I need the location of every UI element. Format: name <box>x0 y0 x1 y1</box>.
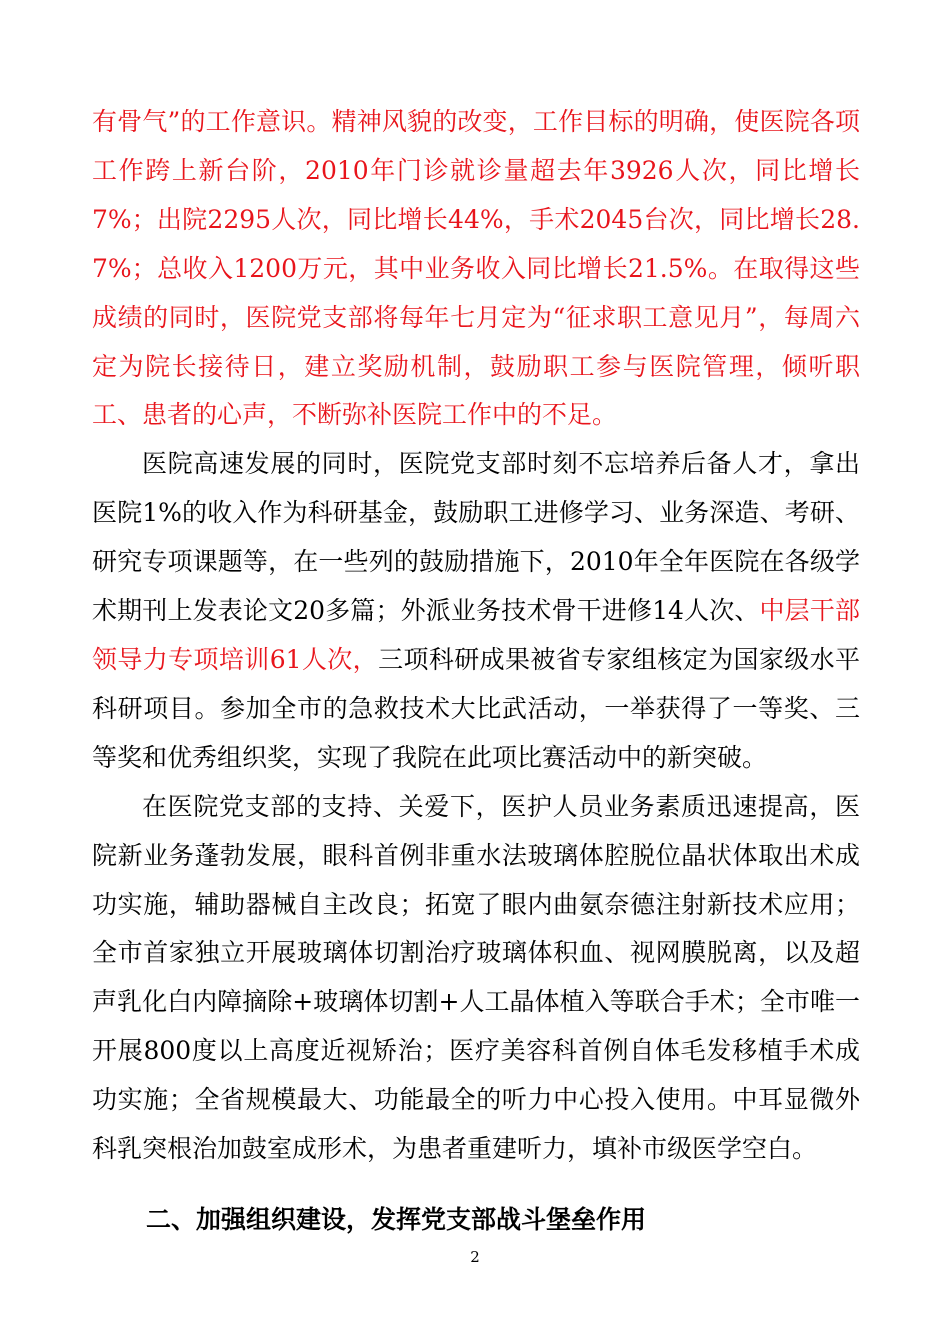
paragraph-2-highlight: 中层干部领导力专项培训61人次， <box>92 596 860 674</box>
section-heading: 二、加强组织建设，发挥党支部战斗堡垒作用 <box>146 1205 647 1234</box>
paragraph-3 <box>92 783 860 1174</box>
paragraph-2-text-b: 三项科研成果被省专家组核定为国家级水平科研项目。参加全市的急救技术大比武活动，一举获得了一等奖、三等奖和优秀组织奖，实现了我院在此项比赛活动中的新突破。 <box>92 644 860 772</box>
paragraph-1-text: 有骨气”的工作意识。精神风貌的改变，工作目标的明确，使医院各项工作跨上新台阶，2010年门诊就诊量超去年3926人次，同比增长7%；出院2295人次，同比增长44%，手术2045台次，同比增长28.7%；总收入1200万元，其中业务收入同比增长21.5%。在取得这些成绩的同时，医院党支部将每年七月定为“征求职工意见月”，每周六定为院长接待日，建立奖励机制，鼓励职工参与医院管理，倾听职工、患者的心声，不断弥补医院工作中的不足。 <box>92 107 860 430</box>
document-body <box>92 98 860 1174</box>
paragraph-1 <box>92 98 860 440</box>
paragraph-2 <box>92 440 860 782</box>
paragraph-2-text-a: 医院高速发展的同时，医院党支部时刻不忘培养后备人才，拿出医院1%的收入作为科研基金，鼓励职工进修学习、业务深造、考研、研究专项课题等，在一些列的鼓励措施下，2010年全年医院在各级学术期刊上发表论文20多篇；外派业务技术骨干进修14人次、 <box>92 449 860 626</box>
paragraph-3-text: 在医院党支部的支持、关爱下，医护人员业务素质迅速提高，医院新业务蓬勃发展，眼科首例非重水法玻璃体腔脱位晶状体取出术成功实施，辅助器械自主改良；拓宽了眼内曲氨奈德注射新技术应用；全市首家独立开展玻璃体切割治疗玻璃体积血、视网膜脱离，以及超声乳化白内障摘除+玻璃体切割+人工晶体植入等联合手术；全市唯一开展800度以上高度近视矫治；医疗美容科首例自体毛发移植手术成功实施；全省规模最大、功能最全的听力中心投入使用。中耳显微外科乳突根治加鼓室成形术，为患者重建听力，填补市级医学空白。 <box>92 791 860 1164</box>
page-number: 2 <box>470 1248 480 1266</box>
